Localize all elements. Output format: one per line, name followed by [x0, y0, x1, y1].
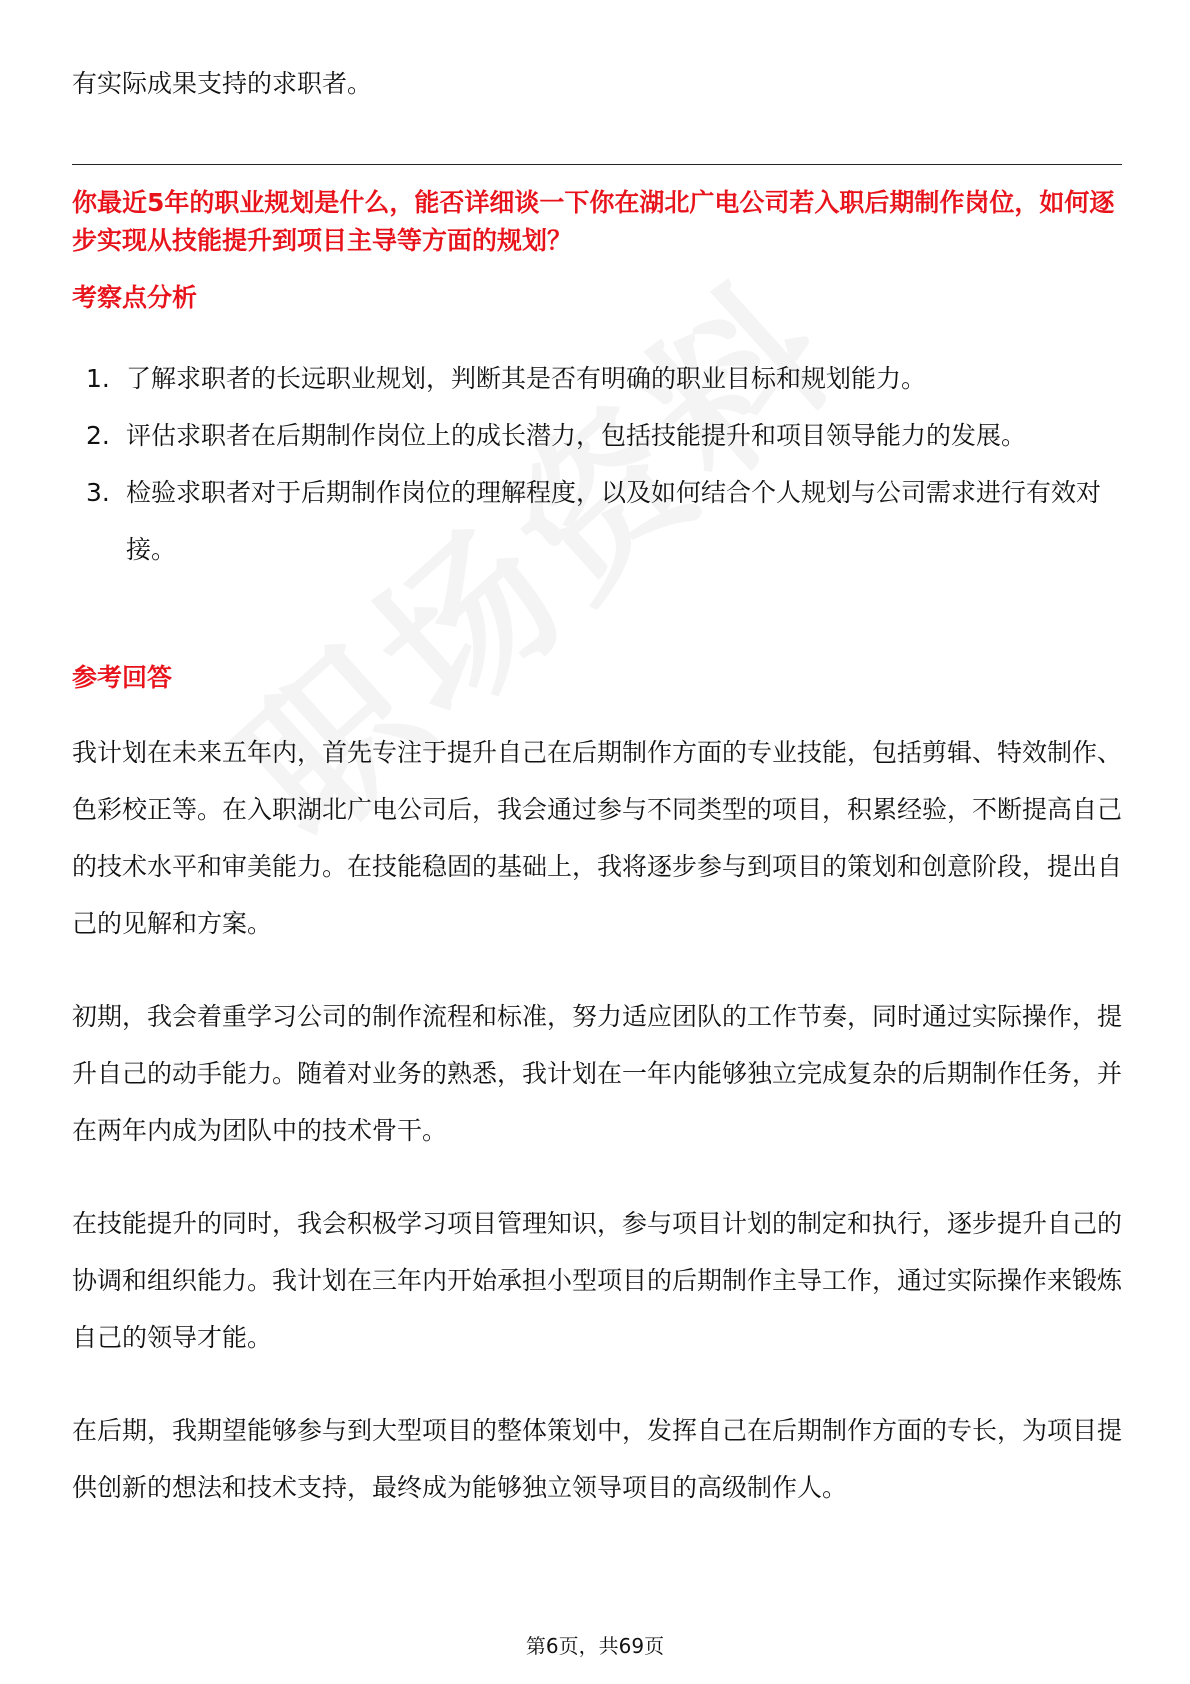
- analysis-point: [72, 407, 1122, 464]
- question-title: 你最近5年的职业规划是什么，能否详细谈一下你在湖北广电公司若入职后期制作岗位，如何逐步实现从技能提升到项目主导等方面的规划？: [72, 188, 1115, 255]
- section-divider: [72, 164, 1122, 165]
- answer-paragraph: 在技能提升的同时，我会积极学习项目管理知识，参与项目计划的制定和执行，逐步提升自己的协调和组织能力。我计划在三年内开始承担小型项目的后期制作主导工作，通过实际操作来锻炼自己的领导才能。: [72, 1209, 1123, 1352]
- point-text: 了解求职者的长远职业规划，判断其是否有明确的职业目标和规划能力。: [126, 364, 927, 393]
- point-number: 3.: [86, 478, 110, 507]
- answer-paragraph: 初期，我会着重学习公司的制作流程和标准，努力适应团队的工作节奏，同时通过实际操作，提升自己的动手能力。随着对业务的熟悉，我计划在一年内能够独立完成复杂的后期制作任务，并在两年内成为团队中的技术骨干。: [72, 1002, 1123, 1145]
- point-number: 1.: [86, 364, 110, 393]
- page-footer: 第6页，共69页: [525, 1634, 665, 1658]
- analysis-list: [72, 350, 1122, 578]
- answer-body: [72, 724, 1122, 1552]
- analysis-point: [72, 464, 1122, 578]
- answer-heading: 参考回答: [72, 663, 173, 692]
- analysis-heading: 考察点分析: [72, 283, 198, 312]
- analysis-point: [72, 350, 1122, 407]
- point-text: 评估求职者在后期制作岗位上的成长潜力，包括技能提升和项目领导能力的发展。: [126, 421, 1027, 450]
- point-text: 检验求职者对于后期制作岗位的理解程度，以及如何结合个人规划与公司需求进行有效对接。: [126, 478, 1102, 564]
- answer-paragraph: 我计划在未来五年内，首先专注于提升自己在后期制作方面的专业技能，包括剪辑、特效制作、色彩校正等。在入职湖北广电公司后，我会通过参与不同类型的项目，积累经验，不断提高自己的技术水平和审美能力。在技能稳固的基础上，我将逐步参与到项目的策划和创意阶段，提出自己的见解和方案。: [72, 738, 1123, 938]
- continuation-text: 有实际成果支持的求职者。: [72, 69, 373, 98]
- point-number: 2.: [86, 421, 110, 450]
- answer-paragraph: 在后期，我期望能够参与到大型项目的整体策划中，发挥自己在后期制作方面的专长，为项目提供创新的想法和技术支持，最终成为能够独立领导项目的高级制作人。: [72, 1416, 1123, 1502]
